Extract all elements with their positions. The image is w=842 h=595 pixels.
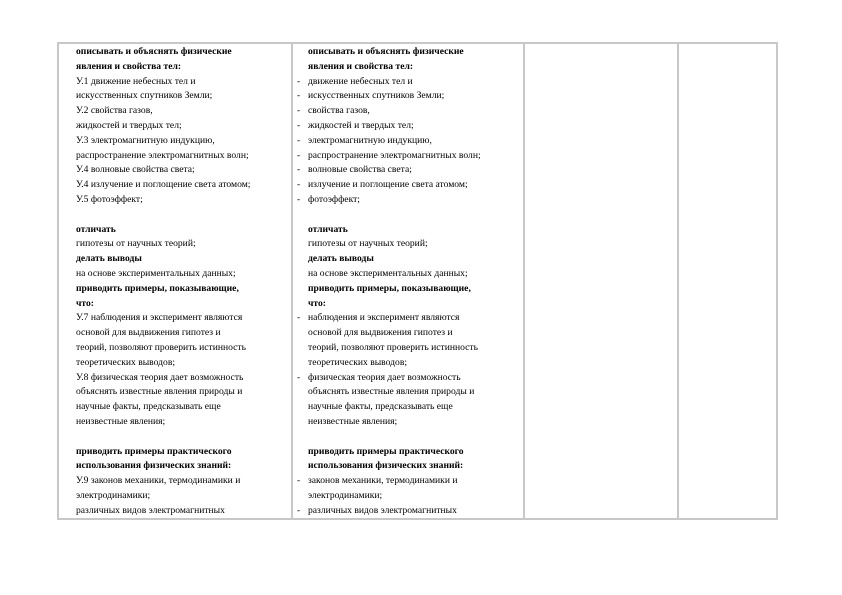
text-line: [297, 400, 481, 415]
line-text: излучение и поглощение света атомом;: [308, 179, 468, 191]
line-text: отличать: [308, 223, 348, 235]
line-text: что:: [76, 297, 94, 309]
text-line: [76, 326, 250, 341]
text-line: [76, 237, 250, 252]
line-text: теоретических выводов;: [308, 356, 408, 368]
line-text: движение небесных тел и: [308, 75, 413, 87]
line-text: распространение электромагнитных волн;: [308, 149, 481, 161]
text-line: [297, 178, 481, 193]
line-text: У.4 волновые свойства света;: [76, 164, 195, 176]
spacer: [76, 430, 250, 445]
text-line: [76, 104, 250, 119]
bullet-dash: -: [297, 105, 301, 117]
text-line: [297, 415, 481, 430]
bullet-dash: -: [297, 312, 301, 324]
bullet-dash: -: [297, 119, 301, 131]
text-line: [297, 75, 481, 90]
text-line: [297, 371, 481, 386]
line-text: У.2 свойства газов,: [76, 105, 153, 117]
spacer: [297, 208, 481, 223]
line-text: различных видов электромагнитных: [76, 504, 225, 516]
text-line: [297, 89, 481, 104]
line-text: основой для выдвижения гипотез и: [308, 327, 453, 339]
line-text: теоретических выводов;: [76, 356, 176, 368]
text-line: [297, 326, 481, 341]
text-line: [297, 119, 481, 134]
text-line: [297, 311, 481, 326]
line-text: различных видов электромагнитных: [308, 504, 457, 516]
line-text: описывать и объяснять физические: [308, 46, 464, 57]
text-line: [297, 282, 481, 297]
line-text: приводить примеры практического: [308, 445, 464, 457]
text-line: [297, 267, 481, 282]
column-divider: [677, 42, 679, 520]
text-line: [76, 504, 250, 519]
bullet-dash: -: [297, 75, 301, 87]
line-text: основой для выдвижения гипотез и: [76, 327, 221, 339]
line-text: научные факты, предсказывать еще: [308, 401, 453, 413]
text-line: [76, 60, 250, 75]
line-text: теорий, позволяют проверить истинность: [76, 341, 247, 353]
line-text: объяснять известные явления природы и: [308, 386, 475, 398]
text-line: [76, 311, 250, 326]
text-line: [76, 267, 250, 282]
text-line: [297, 134, 481, 149]
line-text: на основе экспериментальных данных;: [76, 267, 236, 279]
bullet-dash: -: [297, 90, 301, 102]
line-text: электродинамики;: [76, 489, 151, 501]
line-text: У.4 излучение и поглощение света атомом;: [76, 179, 251, 191]
line-text: гипотезы от научных теорий;: [76, 238, 196, 250]
text-line: [76, 178, 250, 193]
line-text: электромагнитную индукцию,: [308, 134, 432, 146]
line-text: приводить примеры, показывающие,: [308, 282, 471, 294]
text-line: [76, 385, 250, 400]
line-text: научные факты, предсказывать еще: [76, 401, 221, 413]
text-line: [76, 223, 250, 238]
text-line: [76, 149, 250, 164]
line-text: приводить примеры практического: [76, 445, 232, 457]
line-text: отличать: [76, 223, 116, 235]
text-line: [76, 163, 250, 178]
text-line: [76, 371, 250, 386]
bullet-dash: -: [297, 371, 301, 383]
line-text: У.1 движение небесных тел и: [76, 75, 196, 87]
bullet-dash: -: [297, 179, 301, 191]
requirements-column: [76, 45, 250, 519]
bullet-dash: -: [297, 475, 301, 487]
text-line: [297, 237, 481, 252]
spacer: [297, 430, 481, 445]
line-text: на основе экспериментальных данных;: [308, 267, 468, 279]
line-text: волновые свойства света;: [308, 164, 412, 176]
line-text: что:: [308, 297, 326, 309]
text-line: [297, 356, 481, 371]
text-line: [297, 163, 481, 178]
text-line: [297, 297, 481, 312]
line-text: приводить примеры, показывающие,: [76, 282, 239, 294]
text-line: [297, 149, 481, 164]
text-line: [297, 60, 481, 75]
line-text: искусственных спутников Земли;: [308, 90, 445, 102]
bullet-dash: -: [297, 504, 301, 516]
line-text: использования физических знаний:: [308, 460, 464, 472]
text-line: [76, 415, 250, 430]
column-divider: [523, 42, 525, 520]
text-line: [76, 341, 250, 356]
column-divider: [291, 42, 293, 520]
line-text: свойства газов,: [308, 105, 370, 117]
line-text: У.8 физическая теория дает возможность: [76, 371, 244, 383]
line-text: жидкостей и твердых тел;: [308, 119, 414, 131]
text-line: [297, 489, 481, 504]
text-line: [297, 385, 481, 400]
text-line: [297, 223, 481, 238]
text-line: [297, 445, 481, 460]
line-text: теорий, позволяют проверить истинность: [308, 341, 479, 353]
line-text: объяснять известные явления природы и: [76, 386, 243, 398]
bullet-dash: -: [297, 134, 301, 146]
text-line: [76, 445, 250, 460]
line-text: У.3 электромагнитную индукцию,: [76, 134, 215, 146]
text-line: [297, 474, 481, 489]
line-text: законов механики, термодинамики и: [308, 475, 458, 487]
text-line: [76, 89, 250, 104]
line-text: распространение электромагнитных волн;: [76, 149, 249, 161]
text-line: [76, 282, 250, 297]
text-line: [76, 45, 250, 60]
text-line: [76, 75, 250, 90]
text-line: [76, 400, 250, 415]
bullet-dash: -: [297, 164, 301, 176]
line-text: жидкостей и твердых тел;: [76, 119, 182, 131]
bullet-dash: -: [297, 193, 301, 205]
line-text: электродинамики;: [308, 489, 383, 501]
text-line: [297, 252, 481, 267]
line-text: У.7 наблюдения и эксперимент являются: [76, 312, 243, 324]
text-line: [76, 134, 250, 149]
line-text: У.9 законов механики, термодинамики и: [76, 475, 241, 487]
text-line: [297, 504, 481, 519]
line-text: неизвестные явления;: [76, 415, 166, 427]
line-text: неизвестные явления;: [308, 415, 398, 427]
line-text: У.5 фотоэффект;: [76, 193, 143, 205]
text-line: [297, 45, 481, 60]
text-line: [297, 193, 481, 208]
text-line: [297, 341, 481, 356]
line-text: явления и свойства тел:: [76, 60, 182, 72]
text-line: [297, 459, 481, 474]
line-text: гипотезы от научных теорий;: [308, 238, 428, 250]
outcomes-column: [297, 45, 481, 519]
line-text: делать выводы: [76, 253, 142, 265]
text-line: [76, 356, 250, 371]
line-text: фотоэффект;: [308, 193, 360, 205]
line-text: наблюдения и эксперимент являются: [308, 312, 460, 324]
text-line: [76, 459, 250, 474]
line-text: физическая теория дает возможность: [308, 371, 461, 383]
line-text: делать выводы: [308, 253, 374, 265]
line-text: использования физических знаний:: [76, 460, 232, 472]
text-line: [76, 474, 250, 489]
text-line: [76, 119, 250, 134]
text-line: [76, 252, 250, 267]
line-text: описывать и объяснять физические: [76, 46, 232, 57]
text-line: [297, 104, 481, 119]
bullet-dash: -: [297, 149, 301, 161]
text-line: [76, 489, 250, 504]
spacer: [76, 208, 250, 223]
line-text: явления и свойства тел:: [308, 60, 414, 72]
text-line: [76, 193, 250, 208]
text-line: [76, 297, 250, 312]
line-text: искусственных спутников Земли;: [76, 90, 213, 102]
